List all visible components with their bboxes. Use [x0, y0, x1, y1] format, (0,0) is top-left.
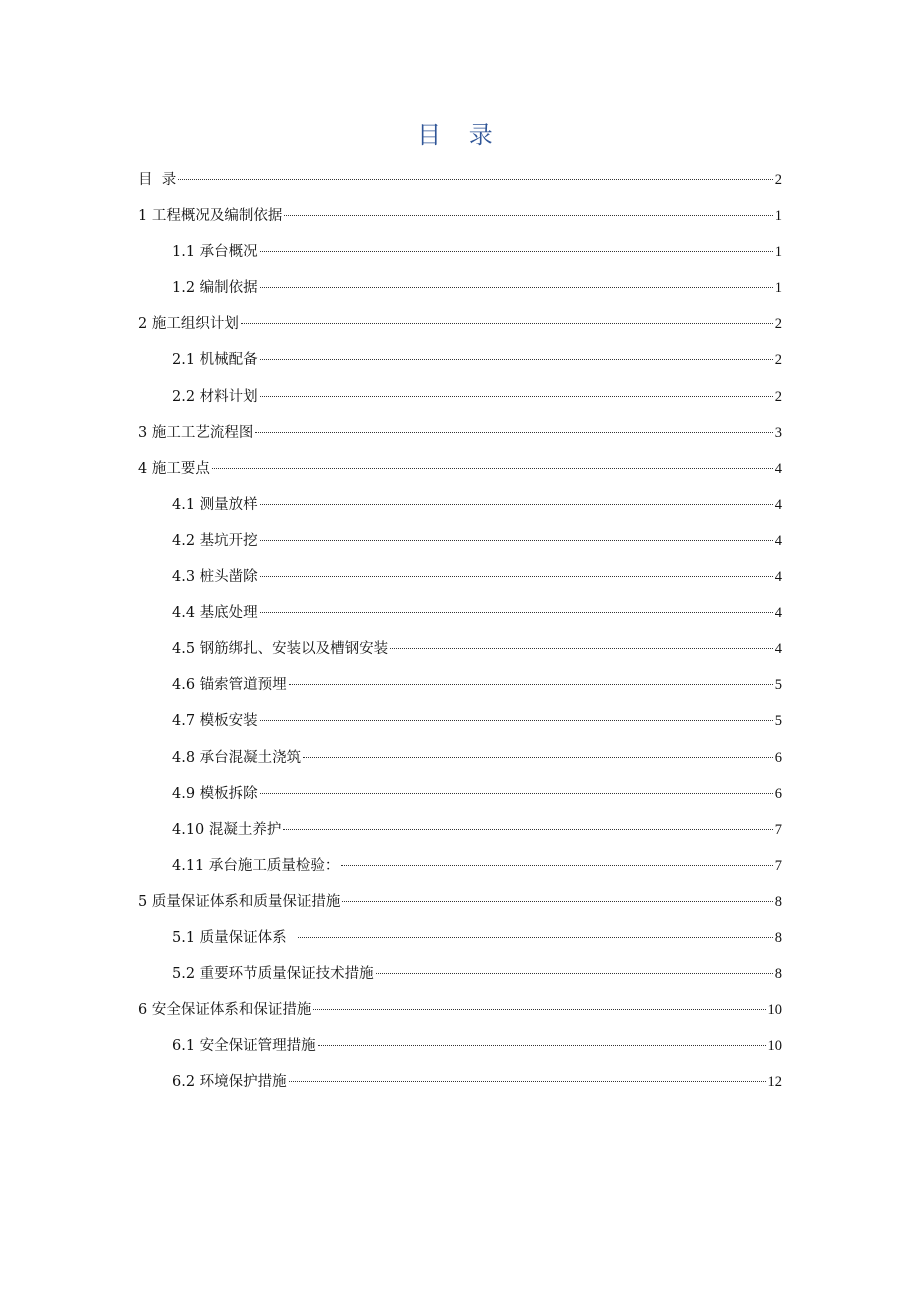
toc-leader-dots: [342, 901, 772, 902]
toc-entry-page: 10: [767, 1038, 782, 1055]
toc-entry-label: 6.2 环境保护措施: [172, 1074, 287, 1091]
toc-entry-label: 3 施工工艺流程图: [138, 424, 254, 441]
toc-entry[interactable]: [138, 884, 782, 920]
toc-leader-dots: [255, 432, 772, 433]
toc-entry[interactable]: [138, 306, 782, 342]
toc-entry-label: 5.2 重要环节质量保证技术措施: [172, 966, 374, 983]
toc-entry[interactable]: [138, 1028, 782, 1064]
toc-leader-dots: [284, 215, 772, 216]
toc-entry-label: 1 工程概况及编制依据: [138, 208, 283, 225]
toc-leader-dots: [260, 251, 773, 252]
toc-entry-label: 4.7 模板安装: [172, 713, 258, 730]
toc-entry[interactable]: [138, 920, 782, 956]
toc-entry-label: 4.5 钢筋绑扎、安装以及槽钢安装: [172, 641, 389, 658]
toc-entry[interactable]: [138, 523, 782, 559]
toc-leader-dots: [283, 829, 772, 830]
toc-entry[interactable]: [138, 342, 782, 378]
toc-leader-dots: [341, 865, 772, 866]
toc-entry-page: 10: [767, 1002, 782, 1019]
toc-entry[interactable]: [138, 992, 782, 1028]
toc-entry-label: 4.1 测量放样: [172, 496, 258, 513]
toc-leader-dots: [260, 540, 773, 541]
toc-entry-page: 2: [774, 388, 782, 405]
toc-entry-label: 目 录: [138, 172, 177, 188]
toc-leader-dots: [178, 179, 773, 180]
toc-leader-dots: [260, 793, 773, 794]
toc-entry-page: 2: [774, 316, 782, 333]
toc-entry-page: 1: [774, 244, 782, 261]
toc-entry-label: 6.1 安全保证管理措施: [172, 1038, 316, 1055]
toc-entry-page: 4: [774, 569, 782, 586]
toc-entry[interactable]: [138, 487, 782, 523]
toc-entry[interactable]: [138, 559, 782, 595]
toc-entry[interactable]: [138, 848, 782, 884]
toc-leader-dots: [260, 612, 773, 613]
toc-entry-label: 4.10 混凝土养护: [172, 821, 282, 838]
toc-entry-page: 5: [774, 677, 782, 694]
toc-entry-label: 4.3 桩头凿除: [172, 569, 258, 586]
toc-entry[interactable]: [138, 234, 782, 270]
toc-entry[interactable]: [138, 1064, 782, 1100]
toc-entry-label: 5 质量保证体系和质量保证措施: [138, 893, 341, 910]
toc-entry-page: 7: [774, 857, 782, 874]
toc-leader-dots: [289, 684, 773, 685]
toc-entry-label: 2.1 机械配备: [172, 352, 258, 369]
toc-entry-page: 7: [774, 821, 782, 838]
toc-entry-page: 6: [774, 785, 782, 802]
toc-leader-dots: [212, 468, 773, 469]
toc-leader-dots: [318, 1045, 766, 1046]
toc-leader-dots: [260, 720, 773, 721]
toc-entry[interactable]: [138, 415, 782, 451]
toc-entry[interactable]: [138, 631, 782, 667]
toc-entry-label: 4.4 基底处理: [172, 605, 258, 622]
toc-leader-dots: [313, 1009, 765, 1010]
toc-leader-dots: [260, 504, 773, 505]
toc-entry-page: 2: [774, 352, 782, 369]
toc-entry-page: 5: [774, 713, 782, 730]
toc-entry[interactable]: [138, 379, 782, 415]
toc-leader-dots: [376, 973, 773, 974]
toc-entry-page: 12: [767, 1074, 782, 1091]
toc-entry-label: 6 安全保证体系和保证措施: [138, 1002, 312, 1019]
toc-leader-dots: [298, 937, 773, 938]
toc-entry[interactable]: [138, 956, 782, 992]
toc-leader-dots: [303, 757, 773, 758]
toc-entry[interactable]: [138, 451, 782, 487]
toc-entry-label: 2 施工组织计划: [138, 316, 239, 333]
toc-entry-page: 6: [774, 749, 782, 766]
toc-entry-label: 4.8 承台混凝土浇筑: [172, 749, 302, 766]
toc-entry-page: 4: [774, 496, 782, 513]
toc-entry[interactable]: [138, 198, 782, 234]
toc-entry-page: 8: [774, 893, 782, 910]
toc-entry[interactable]: [138, 776, 782, 812]
toc-entry-page: 2: [774, 172, 782, 188]
toc-entry-label: 5.1 质量保证体系: [172, 929, 296, 946]
toc-entry-label: 4.11 承台施工质量检验：: [172, 857, 340, 874]
toc-entry[interactable]: [138, 812, 782, 848]
toc-leader-dots: [260, 287, 773, 288]
toc-entry[interactable]: [138, 667, 782, 703]
toc-entry[interactable]: [138, 703, 782, 739]
toc-entry-page: 4: [774, 532, 782, 549]
toc-entry-label: 4.6 锚索管道预埋: [172, 677, 287, 694]
toc-entry-page: 1: [774, 280, 782, 297]
toc-leader-dots: [260, 576, 773, 577]
toc-leader-dots: [241, 323, 773, 324]
toc-entry[interactable]: [138, 162, 782, 198]
toc-entry-page: 4: [774, 605, 782, 622]
toc-entry-page: 4: [774, 641, 782, 658]
toc-entry[interactable]: [138, 270, 782, 306]
toc-entry-page: 8: [774, 929, 782, 946]
toc-entry-page: 1: [774, 208, 782, 225]
table-of-contents: [138, 162, 782, 1100]
toc-entry-label: 4.9 模板拆除: [172, 785, 258, 802]
toc-entry-page: 4: [774, 460, 782, 477]
toc-entry-label: 1.1 承台概况: [172, 244, 258, 261]
toc-entry-label: 2.2 材料计划: [172, 388, 258, 405]
toc-leader-dots: [260, 396, 773, 397]
toc-entry-label: 1.2 编制依据: [172, 280, 258, 297]
toc-leader-dots: [260, 359, 773, 360]
toc-entry-page: 3: [774, 424, 782, 441]
toc-leader-dots: [289, 1081, 766, 1082]
toc-leader-dots: [390, 648, 773, 649]
toc-entry[interactable]: [138, 740, 782, 776]
toc-entry-page: 8: [774, 966, 782, 983]
page-title: 目 录: [417, 121, 503, 149]
toc-entry[interactable]: [138, 595, 782, 631]
toc-entry-label: 4 施工要点: [138, 460, 210, 477]
toc-entry-label: 4.2 基坑开挖: [172, 532, 258, 549]
